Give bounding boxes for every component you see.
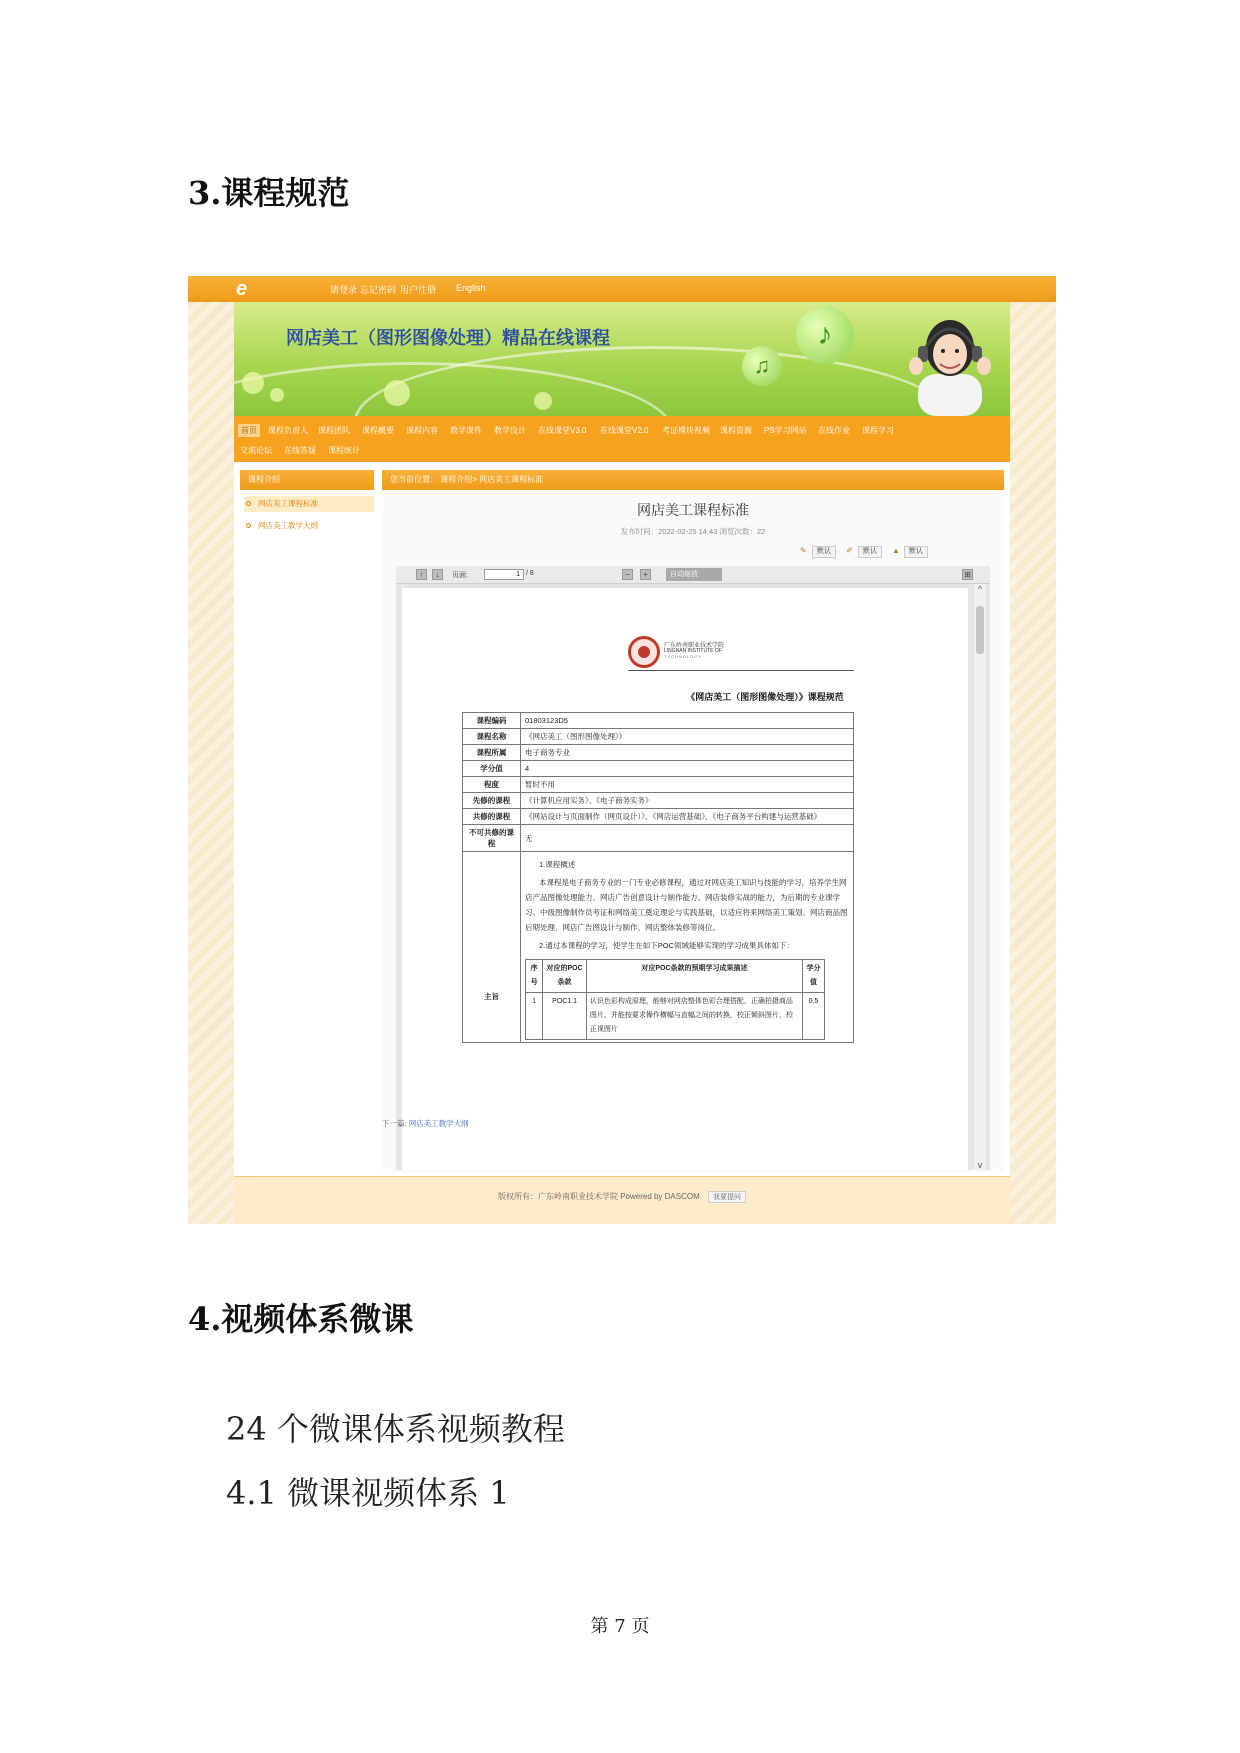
main-nav [234,416,1010,462]
page-number: 第 7 页 [590,1616,650,1637]
body-line-2: 4.1 微课视频体系 1 [226,1474,510,1512]
register-link[interactable]: 用户注册 [400,285,437,295]
sidebar-item-label: 网店美工教学大纲 [258,521,318,530]
spec-table [462,712,854,1043]
size-default-button[interactable]: 默认 [858,546,882,558]
side-pattern-right [1010,276,1056,1224]
site-logo-icon: e [236,278,248,300]
pdf-viewer[interactable] [396,584,990,1170]
table-row: 共修的课程 《网站设计与页面制作（网页设计）》、《网店运营基础》、《电子商务平台构建与运营基础》 [463,809,854,825]
next-article [382,1118,469,1129]
nav-course-study[interactable]: 课程学习 [862,426,894,435]
banner-bubble [242,372,264,394]
ask-question-button[interactable]: 我要提问 [708,1191,746,1203]
table-row: 程度 暂时不用 [463,777,854,793]
course-site-screenshot [188,276,1056,1224]
nav-course-stats[interactable]: 课程统计 [328,446,360,455]
pdf-page [402,588,968,1170]
next-page-button[interactable]: ↓ [432,569,443,580]
section-heading-3: 3.课程规范 [188,174,350,212]
nav-course-content[interactable]: 课程内容 [406,426,438,435]
pdf-toolbar [396,566,990,584]
nav-online-homework[interactable]: 在线作业 [818,426,850,435]
copyright-text: 版权所有：广东岭南职业技术学院 Powered by DASCOM [497,1192,700,1201]
table-row: 序号 对应的POC条款 对应POC条款的预期学习成果描述 学分值 [526,960,825,993]
table-row: 学分值 4 [463,761,854,777]
scroll-thumb[interactable] [976,606,984,654]
school-seal-icon [628,636,660,668]
scroll-down-icon[interactable]: v [977,1160,983,1170]
table-row: 主旨 1.课程概述 本课程是电子商务专业的一门专业必修课程，通过对网店美工知识与技能的学习，培养学生网店产品图像处理能力、网店广告创意设计与制作能力、网店装修实战的能力，为后期的专业课学习、中级图像制作员考证和网络美工奠定理论与实践基础，以适应将来网络美工策划、网店商品图后期处理、网店广告图设计与制作、网店整体装修等岗位。 2.通过本课程的学习，使学生在如下POC领域能够实现的学习成果具体如下： 序号 对应的POC条款 对应POC条款的预期学习成果描述 学分值 1 POC1.1 认识色彩构成原理，能够对网店整体色彩合理搭配，正确拍摄商品图片，并能按要求操作横幅与直幅之间的转换，校正倾斜图片，校正视图片 0.5 [463,852,854,1043]
body-line-1: 24 个微课体系视频教程 [226,1410,565,1448]
next-article-label: 下一篇: [382,1119,407,1128]
pdf-scrollbar[interactable] [974,584,986,1170]
main-content-cell: 1.课程概述 本课程是电子商务专业的一门专业必修课程，通过对网店美工知识与技能的学习，培养学生网店产品图像处理能力、网店广告创意设计与制作能力、网店装修实战的能力，为后期的专业课学习、中级图像制作员考证和网络美工奠定理论与实践基础，以适应将来网络美工策划、网店商品图后期处理、网店广告图设计与制作、网店整体装修等岗位。 2.通过本课程的学习，使学生在如下POC领域能够实现的学习成果具体如下： 序号 对应的POC条款 对应POC条款的预期学习成果描述 学分值 1 POC1.1 认识色彩构成原理，能够对网店整体色彩合理搭配，正确拍摄商品图片，并能按要求操作横幅与直幅之间的转换，校正倾斜图片，校正视图片 0.5 [521,852,854,1043]
zoom-select[interactable]: 自动缩放 [666,568,722,581]
sidebar-item-course-standard[interactable] [244,496,374,512]
table-row: 先修的课程 《计算机应用实务》、《电子商务实务》 [463,793,854,809]
color-default-button[interactable]: 默认 [904,546,928,558]
school-name-cn: 广东岭南职业技术学院 [664,643,725,649]
pencil-icon: ✎ [800,546,807,555]
school-name-en: LINGNAN INSTITUTE OF [664,648,722,654]
sidebar-title: 课程介绍 [240,470,374,490]
nav-course-resources[interactable]: 课程资源 [720,426,752,435]
section-heading-4: 4.视频体系微课 [188,1300,414,1338]
banner-bubble [270,388,284,402]
article-meta: 发布时间：2022-02-25 14:43 浏览次数：22 [620,527,766,536]
nav-online-class-v2[interactable]: 在线课堂V2.0 [600,426,649,435]
site-topbar [188,276,1056,302]
site-banner [234,302,1010,416]
nav-certificate-videos[interactable]: 考证模块视频 [662,426,710,435]
zoom-out-button[interactable]: − [622,569,633,580]
nav-course-team[interactable]: 课程团队 [318,426,350,435]
content-area [234,462,1010,1176]
divider [628,670,854,671]
english-link[interactable]: English [456,283,486,293]
bullet-icon [246,501,251,506]
color-icon: ▲ [892,546,900,555]
nav-course-leader[interactable]: 课程负责人 [268,426,308,435]
nav-online-class-v3[interactable]: 在线课堂V3.0 [538,426,587,435]
page-label: 页面: [452,572,468,579]
forgot-password-link[interactable]: 忘记密码 [360,285,397,295]
nav-teaching-design[interactable]: 教学设计 [494,426,526,435]
sidebar-item-label: 网店美工课程标准 [258,499,318,508]
banner-bubble [384,380,410,406]
banner-wave [354,346,954,416]
table-row: 课程名称 《网店美工（图形图像处理）》 [463,729,854,745]
table-row: 不可共修的课程 无 [463,825,854,852]
scroll-up-icon[interactable]: ^ [977,584,983,594]
article-panel [382,492,1004,1172]
nav-online-qa[interactable]: 在线答疑 [284,446,316,455]
banner-bubble [534,392,552,410]
table-row: 课程所属 电子商务专业 [463,745,854,761]
student-with-headphones-image [900,304,1000,416]
page-number-input[interactable]: 1 [484,569,524,580]
music-note-icon: ♫ [742,346,782,386]
nav-forum[interactable]: 交流论坛 [240,446,272,455]
prev-page-button[interactable]: ↑ [416,569,427,580]
nav-home[interactable]: 首页 [238,424,260,437]
login-link[interactable]: 请登录 [330,285,358,295]
nav-courseware[interactable]: 教学课件 [450,426,482,435]
school-name-en-2: TECHNOLOGY [664,654,703,659]
music-note-icon: ♪ [796,306,854,364]
footer-copyright [234,1191,1010,1203]
font-default-button[interactable]: 默认 [812,546,836,558]
table-row: 课程编码 01803123D5 [463,713,854,729]
edit-icon: ✐ [846,546,853,555]
bullet-icon [246,523,251,528]
nav-ps-sites[interactable]: PS学习网站 [764,426,807,435]
table-row: 1 POC1.1 认识色彩构成原理，能够对网店整体色彩合理搭配，正确拍摄商品图片，并能按要求操作横幅与直幅之间的转换，校正倾斜图片，校正视图片 0.5 [526,993,825,1040]
next-article-link[interactable]: 网店美工教学大纲 [408,1119,469,1128]
fullscreen-icon[interactable]: ⊞ [962,569,973,580]
nav-course-overview[interactable]: 课程概要 [362,426,394,435]
side-pattern-left [188,276,234,1224]
page-total: / 8 [526,570,534,577]
breadcrumb: 您当前位置： 课程介绍> 网店美工课程标准 [382,470,1004,490]
banner-title: 网店美工（图形图像处理）精品在线课程 [286,328,610,349]
site-footer [234,1176,1010,1224]
article-title: 网店美工课程标准 [637,502,749,518]
pdf-title: 《网店美工（图形图像处理）》课程规范 [686,692,844,702]
sidebar-item-syllabus[interactable] [244,518,374,534]
zoom-in-button[interactable]: + [640,569,651,580]
poc-table [525,959,825,1040]
